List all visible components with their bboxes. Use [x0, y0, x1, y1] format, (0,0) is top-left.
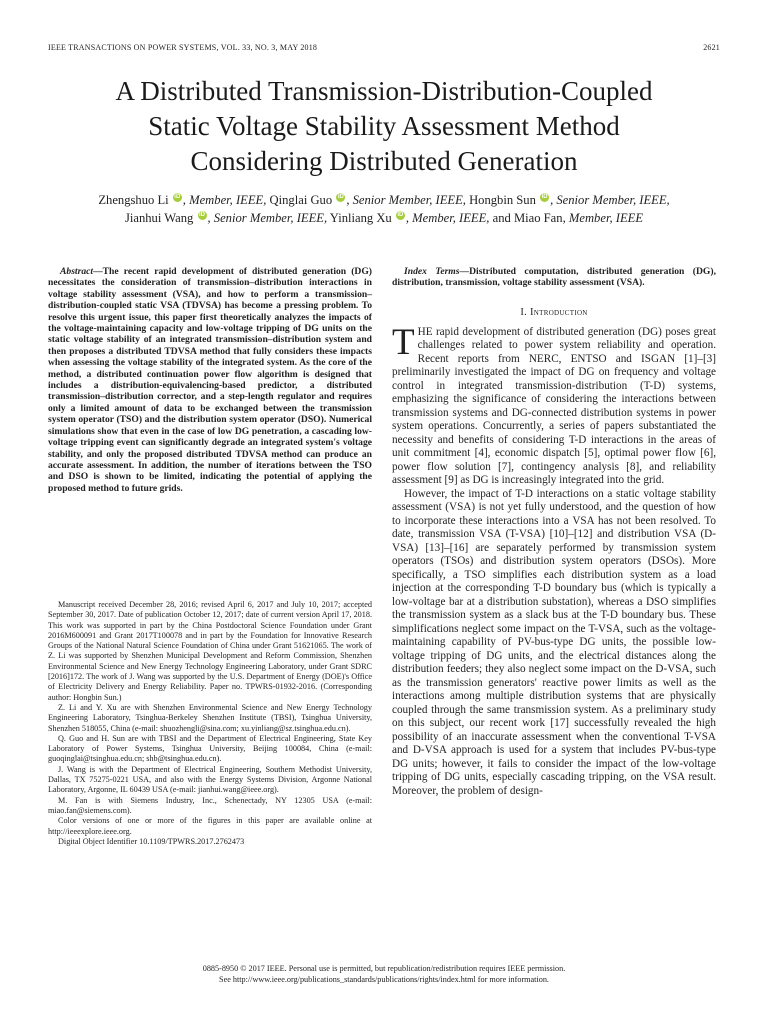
index-terms-label: Index Terms — [404, 266, 460, 277]
footnote-affiliation: J. Wang is with the Department of Electrical Engineering, Southern Methodist University, Dallas, TX 75275-0221 USA, and also with the Energy Systems Division, Argonne National Laboratory, Argonne, IL 60439 USA (e-mail: jianhui.wang@ieee.org). — [48, 764, 372, 795]
left-column — [48, 266, 372, 494]
author-line — [48, 191, 720, 209]
author-name: and Miao Fan, — [489, 211, 566, 225]
page-number: 2621 — [703, 43, 720, 52]
footnote-affiliation: Q. Guo and H. Sun are with TBSI and the Department of Electrical Engineering, State Key Laboratory of Power Systems, Tsinghua University, Beijing 100084, China (e-mail: guoqinglai@tsinghua.edu.cn; shb@tsinghua.edu.cn). — [48, 733, 372, 764]
right-column — [392, 266, 716, 798]
intro-paragraph-text: HE rapid development of distributed generation (DG) poses great challenges related to power system reliability and operation. Recent reports from NERC, ENTSO and ISGAN [1]–[3] preliminarily investigated the impact of DG on frequency and voltage control in integrated transmission-distribution (T-D) systems, emphasizing the significance of considering the interactions between transmission systems and DG-connected distribution systems in power system operations. Concurrently, a series of papers substantiated the necessity and benefits of considering T-D interactions in the areas of unit commitment [4], economic dispatch [5], optimal power flow [6], power flow solution [7], contingency analysis [8], and reliability assessment [9] as DG is increasingly integrated into the grid. — [392, 325, 716, 487]
title-line: Considering Distributed Generation — [190, 146, 578, 176]
author-name: Zhengshuo Li — [98, 193, 169, 207]
orcid-icon[interactable]: iD — [199, 212, 205, 218]
paper-title — [48, 74, 720, 179]
author-line — [48, 209, 720, 227]
author-affiliation-role: , Member, IEEE, — [405, 211, 490, 225]
author-affiliation-role: Member, IEEE — [565, 211, 644, 225]
orcid-icon[interactable]: iD — [337, 194, 344, 200]
footnote-affiliation: Z. Li and Y. Xu are with Shenzhen Environmental Science and New Energy Technology Engineering Laboratory, Tsinghua-Berkeley Shenzhen Institute (TBSI), Tsinghua University, Shenzhen 518055, China (e-mail: shuozhengli@sina.com; xu.yinliang@sz.tsinghua.edu.cn). — [48, 702, 372, 733]
author-name: Hongbin Sun — [465, 193, 536, 207]
title-line: A Distributed Transmission-Distribution-Coupled — [115, 76, 653, 106]
index-terms-text: —Distributed computation, distributed generation (DG), distribution, transmission, voltage stability assessment (VSA). — [392, 266, 716, 289]
author-name: Jianhui Wang — [124, 211, 194, 225]
footnote-affiliation: M. Fan is with Siemens Industry, Inc., Schenectady, NY 12305 USA (e-mail: miao.fan@siemens.com). — [48, 795, 372, 815]
copyright-link-line[interactable]: See http://www.ieee.org/publications_standards/publications/rights/index.html for more information. — [219, 974, 549, 984]
abstract-label: Abstract — [60, 266, 94, 277]
running-head — [48, 43, 720, 55]
footnote-color-note: Color versions of one or more of the figures in this paper are available online at http://ieeexplore.ieee.org. — [48, 816, 372, 836]
section-number: I. — [520, 306, 530, 318]
author-affiliation-role: , Senior Member, IEEE, — [207, 211, 328, 225]
author-name: Yinliang Xu — [327, 211, 392, 225]
author-list — [48, 191, 720, 227]
section-title: Introduction — [530, 306, 588, 318]
abstract-text: —The recent rapid development of distributed generation (DG) necessitates the consideration of transmission–distribution interactions in voltage stability assessment (VSA), and how to perform a transmission–distribution-coupled static VSA (TDVSA) has become a pressing problem. To resolve this urgent issue, this paper first theoretically analyzes the impacts of the voltage-maintaining capacity and low-voltage tripping of DG units on the static voltage stability of an integrated transmission–distribution system and then proposes a distributed TDVSA method that fully considers these impacts when assessing the voltage stability of the integrated system. As the core of the method, a distributed continuation power flow algorithm is designed that includes a distribution-equivalencing-based predictor, a distributed transmission–distribution corrector, and a step-length regulator and requires only a limited amount of data to be exchanged between the transmission system operator (TSO) and the distribution system operator (DSO). Numerical simulations show that even in the case of low DG penetration, a cascading low-voltage tripping event can significantly degrade an integrated system's voltage stability, and only the proposed distributed TDVSA method can produce an accurate assessment. In addition, the number of iterations between the TSO and DSO is shown to be limited, indicating the potential of applying the proposed method to future grids. — [48, 266, 372, 494]
footnotes — [48, 600, 372, 847]
abstract — [48, 266, 372, 494]
section-heading — [392, 307, 716, 318]
orcid-icon[interactable]: iD — [397, 212, 404, 218]
title-line: Static Voltage Stability Assessment Method — [148, 111, 620, 141]
intro-paragraph — [392, 321, 716, 488]
footnote-manuscript: Manuscript received December 28, 2016; revised April 6, 2017 and July 10, 2017; accepted September 30, 2017. Date of publication October 12, 2017; date of current version April 17, 2018. This work was supported in part by the China Postdoctoral Science Foundation under Grant 2016M600091 and Grant 2017T100078 and in part by the Foundation for Innovative Research Groups of the National Natural Science Foundation of China under Grant 51621065. The work of Z. Li was supported by Shenzhen Municipal Development and Reform Commission, Shenzhen Environmental Science and New Energy Technology Engineering Laboratory, under Grant SDRC [2016]172. The work of J. Wang was supported by the U.S. Department of Energy (DOE)'s Office of Electricity Delivery and Energy Reliability. Paper no. TPWRS-01932-2016. (Corresponding author: Hongbin Sun.) — [48, 600, 372, 702]
author-affiliation-role: , Senior Member, IEEE, — [346, 193, 466, 207]
orcid-icon[interactable]: iD — [541, 194, 548, 200]
intro-paragraph-2: However, the impact of T-D interactions on a static voltage stability assessment (VSA) is not yet fully understood, and the question of how to incorporate these interactions into a VSA has not been resolved. To date, transmission VSA (T-VSA) [10]–[12] and distribution VSA (D-VSA) [13]–[16] are separately performed by transmission system operators (TSOs) and distribution system operators (DSOs). More specifically, a TSO simplifies each distribution system as a load injection at the corresponding T-D boundary bus (which is typically a low-voltage bar at a distribution substation), whereas a DSO simplifies the transmission system as a slack bus at the T-D boundary bus. These simplifications neglect some impact on the T-VSA, such as the voltage-maintaining capability of PV-bus-type DG units, the possible low-voltage tripping of DG units, and the electrical distances along the distribution feeders; they also neglect some impact on the D-VSA, such as the transmission generators' reactive power limits as well as the interactions among multiple distribution systems that are physically coupled through the same transmission system. As a preliminary study on this subject, our recent work [17] successfully revealed the high possibility of an inaccurate assessment when the conventional T-VSA and D-VSA approach is used for a system that includes PV-bus-type DG units; however, it fails to consider the impact of the low-voltage tripping of DG units, especially cascading tripping, on the VSA result. Moreover, the problem of design- — [392, 487, 716, 797]
copyright-line: 0885-8950 © 2017 IEEE. Personal use is permitted, but republication/redistribution requires IEEE permission. — [202, 964, 566, 973]
author-affiliation-role: , Senior Member, IEEE, — [550, 193, 670, 207]
author-name: Qinglai Guo — [266, 193, 333, 207]
drop-cap: T — [392, 321, 415, 363]
author-affiliation-role: , Member, IEEE, — [182, 193, 267, 207]
footnote-doi: Digital Object Identifier 10.1109/TPWRS.2017.2762473 — [58, 836, 245, 846]
index-terms — [392, 266, 716, 289]
orcid-icon[interactable]: iD — [174, 194, 181, 200]
journal-citation: IEEE TRANSACTIONS ON POWER SYSTEMS, VOL. 33, NO. 3, MAY 2018 — [48, 43, 318, 52]
copyright-notice — [48, 964, 720, 985]
